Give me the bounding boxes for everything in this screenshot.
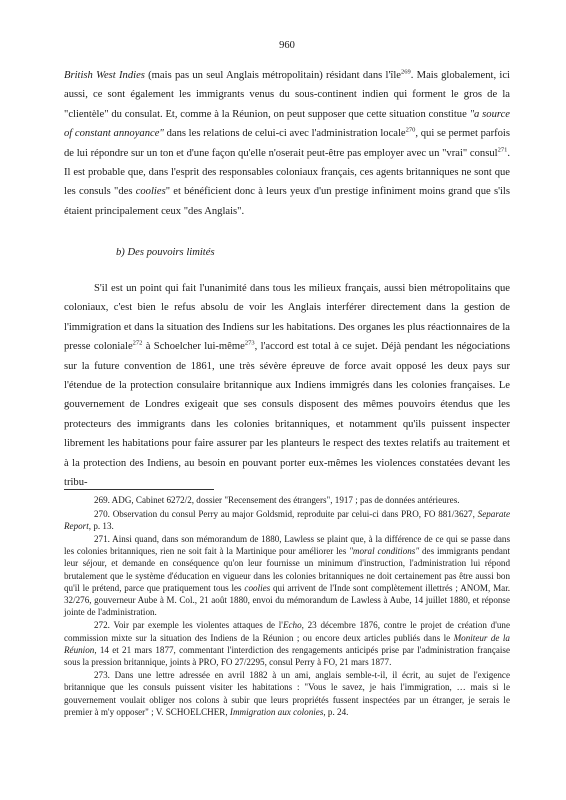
body-paragraph: British West Indies (mais pas un seul Anglais métropolitain) résidant dans l'île$^{269}$. Mais globalement, ici aussi, ce sont également les immigrants venus du sous-continent indien qui forment le gros de la "clientèle" du consulat. Et, comme à la Réunion, on peut supposer que cette situation constitue "a source of constant annoyance" dans les relations de celui-ci avec l'administration locale$^{270}$, qui se permet parfois de lui répondre sur un ton et d'une façon qu'elle n'oserait peut-être pas employer avec un "vrai" consul$^{271}$. Il est probable que, dans l'esprit des responsables coloniaux français, ces agents britanniques ne sont que les consuls "des coolies" et bénéficient donc à leurs yeux d'un prestige infiniment moins grand que s'ils étaient principalement ceux "des Anglais". — [64, 68, 511, 217]
body-paragraph: S'il est un point qui fait l'unanimité dans tous les milieux français, aussi bien métropolitains que coloniaux, c'est bien le refus absolu de voir les Anglais interférer directement dans la gestion de l'immigration et dans la situation des Indiens sur les habitations. Des organes les plus réactionnaires de la presse coloniale$^{272}$ à Schoelcher lui-même$^{273}$, l'accord est total à ce sujet. Déjà pendant les négociations sur la future convention de 1861, une très sévère épreuve de force avait opposé les deux pays sur l'étendue de la protection consulaire britannique aux Indiens immigrés dans les colonies françaises. Le gouvernement de Londres exigeait que ses consuls disposent des mêmes pouvoirs étendus que les protecteurs des immigrants dans les colonies britanniques, et notamment qu'ils puissent inspecter librement les habitations pour faire assurer par les planteurs le respect des textes relatifs au traitement et à la protection des Indiens, au besoin en pouvant porter eux-mêmes les violences constatées devant les tribu- — [64, 283, 511, 489]
section-heading: b) Des pouvoirs limités — [116, 247, 215, 258]
italic-text: "a source of constant annoyance" — [64, 108, 510, 140]
footnote-270: 270. Observation du consul Perry au major Goldsmid, reproduite par celui-ci dans PRO, FO 881/3627, Separate Report, p. 13. — [64, 508, 510, 531]
paragraph-limited-powers — [64, 279, 510, 492]
italic-text: British West Indies — [64, 70, 145, 81]
footnotes — [64, 494, 510, 719]
footnote-272: 272. Voir par exemple les violentes attaques de l'Echo, 23 décembre 1876, contre le projet de création d'une commission mixte sur la situation des Indiens de la Réunion ; ou encore deux articles publiés dans le Moniteur de la Réunion, 14 et 21 mars 1877, commentant l'interdiction des rengagements anticipés prise par l'administration française sous la pression britannique, joints à PRO, FO 27/2295, consul Perry à FO, 21 mars 1877. — [64, 620, 510, 667]
footnote-269: 269. ADG, Cabinet 6272/2, dossier "Recensement des étrangers", 1917 ; pas de données antérieures. — [94, 495, 460, 505]
footnote-271: 271. Ainsi quand, dans son mémorandum de 1880, Lawless se plaint que, à la différence de ce qui se passe dans les colonies britanniques, rien ne soit fait à la Martinique pour améliorer les "moral conditions" des immigrants pendant leur séjour, et demande en conséquence qu'on leur fournisse un minimum d'instruction, l'administration lui répond brutalement que le système d'éducation en vigueur dans les colonies britanniques ne doit certainement pas être aussi bon qu'il le prétend, parce que pratiquement tous les coolies qui arrivent de l'Inde sont complètement illettrés ; ANOM, Mar. 32/276, gouverneur Aube à M. Col., 21 août 1880, envoi du mémorandum de Lawless à Aube, 14 juillet 1880, et réponse jointe de l'administration. — [64, 534, 511, 617]
italic-text: coolies — [135, 186, 166, 198]
document-page — [64, 0, 510, 800]
footnote-273: 273. Dans une lettre adressée en avril 1882 à un ami, anglais semble-t-il, il écrit, au sujet de l'exigence britannique que les consuls puissent visiter les habitations : "Vous le savez, je hais l'immigration, … mais si le gouvernement voulait obliger nos colons à subir que leurs propriétés fussent inspectées par un étranger, je serais le premier à m'y opposer" ; V. SCHOELCHER, Immigration aux colonies, p. 24. — [64, 670, 510, 717]
page-number: 960 — [279, 40, 295, 51]
footnote-ref[interactable]: 269 — [401, 68, 411, 76]
paragraph-consulate-clientele — [64, 66, 510, 221]
footnote-ref[interactable]: 270 — [405, 126, 416, 134]
footnote-divider — [64, 489, 214, 490]
footnote-ref[interactable]: 272 — [132, 339, 143, 347]
footnote-ref[interactable]: 271 — [497, 146, 508, 154]
footnote-ref[interactable]: 273 — [244, 339, 255, 347]
